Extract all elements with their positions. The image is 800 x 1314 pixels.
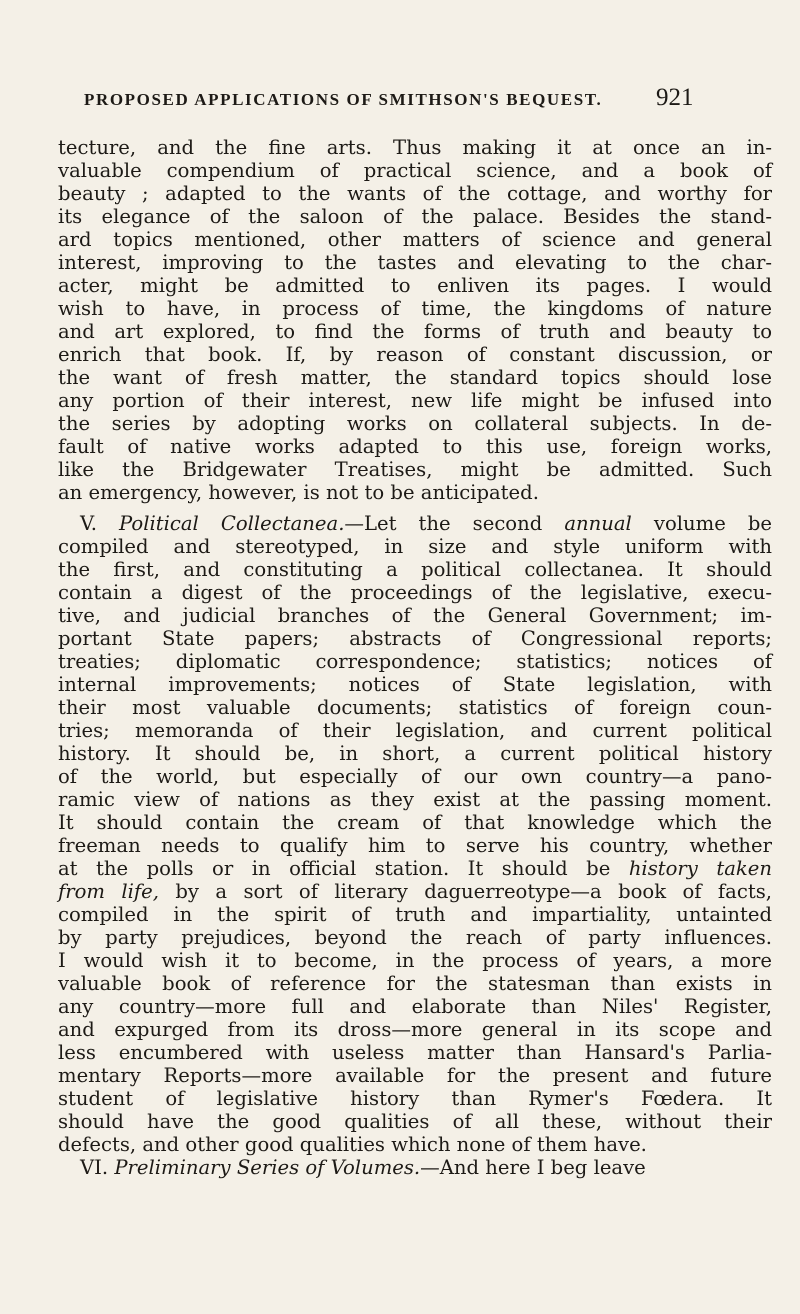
text-line: from life, by a sort of literary daguerreotype—a book of facts, (58, 880, 772, 903)
text-line: I would wish it to become, in the process of years, a more (58, 949, 772, 972)
text-line: its elegance of the saloon of the palace. Besides the stand- (58, 205, 772, 228)
text-line: internal improvements; notices of State legislation, with (58, 673, 772, 696)
text-line: ramic view of nations as they exist at the passing moment. (58, 788, 772, 811)
section-numeral: VI. (80, 1156, 109, 1179)
text-line: their most valuable documents; statistics of foreign coun- (58, 696, 772, 719)
text-line: history. It should be, in short, a current political history (58, 742, 772, 765)
text-line: ard topics mentioned, other matters of science and general (58, 228, 772, 251)
text-line: valuable book of reference for the statesman than exists in (58, 972, 772, 995)
text-line: acter, might be admitted to enliven its pages. I would (58, 274, 772, 297)
page-number: 921 (656, 84, 694, 111)
text-line: like the Bridgewater Treatises, might be admitted. Such (58, 458, 772, 481)
text-line: wish to have, in process of time, the kingdoms of nature (58, 297, 772, 320)
section-v-first-line: V. Political Collectanea.—Let the second annual volume be (80, 512, 772, 535)
body-text (58, 136, 772, 1179)
text-line: of the world, but especially of our own country—a pano- (58, 765, 772, 788)
text-line: defects, and other good qualities which none of them have. (58, 1133, 647, 1156)
text-line: the series by adopting works on collateral subjects. In de- (58, 412, 772, 435)
paragraph-continued (58, 136, 772, 504)
text-line: portant State papers; abstracts of Congressional reports; (58, 627, 772, 650)
paragraph-preliminary-series (58, 1156, 772, 1179)
text-line: tries; memoranda of their legislation, and current political (58, 719, 772, 742)
text-line: tive, and judicial branches of the General Government; im- (58, 604, 772, 627)
running-header (84, 84, 694, 111)
section-vi-first-line: VI. Preliminary Series of Volumes.—And here I beg leave (80, 1156, 646, 1179)
text-line: compiled in the spirit of truth and impartiality, untainted (58, 903, 772, 926)
text-line: and expurged from its dross—more general in its scope and (58, 1018, 772, 1041)
text-line: mentary Reports—more available for the present and future (58, 1064, 772, 1087)
text-line: and art explored, to find the forms of truth and beauty to (58, 320, 772, 343)
text-line: an emergency, however, is not to be anticipated. (58, 481, 539, 504)
text-line: tecture, and the fine arts. Thus making it at once an in- (58, 136, 772, 159)
section-heading: Preliminary Series of Volumes. (114, 1156, 421, 1179)
text-line: fault of native works adapted to this use, foreign works, (58, 435, 772, 458)
text-line: interest, improving to the tastes and elevating to the char- (58, 251, 772, 274)
text-line: less encumbered with useless matter than Hansard's Parlia- (58, 1041, 772, 1064)
text-line: beauty ; adapted to the wants of the cottage, and worthy for (58, 182, 772, 205)
text-line: contain a digest of the proceedings of the legislative, execu- (58, 581, 772, 604)
text-line: the first, and constituting a political collectanea. It should (58, 558, 772, 581)
text-line: the want of fresh matter, the standard topics should lose (58, 366, 772, 389)
text-line: valuable compendium of practical science, and a book of (58, 159, 772, 182)
text-line: treaties; diplomatic correspondence; statistics; notices of (58, 650, 772, 673)
text-line: any country—more full and elaborate than Niles' Register, (58, 995, 772, 1018)
running-title: PROPOSED APPLICATIONS OF SMITHSON'S BEQUEST. (84, 90, 603, 109)
text-line: any portion of their interest, new life might be infused into (58, 389, 772, 412)
italic-phrase: history taken (628, 857, 772, 880)
text-line: should have the good qualities of all these, without their (58, 1110, 772, 1133)
text-line: enrich that book. If, by reason of constant discussion, or (58, 343, 772, 366)
text-line: student of legislative history than Rymer's Fœdera. It (58, 1087, 772, 1110)
text-line: It should contain the cream of that knowledge which the (58, 811, 772, 834)
text-line: freeman needs to qualify him to serve his country, whether (58, 834, 772, 857)
text-line: at the polls or in official station. It should be history taken (58, 857, 772, 880)
section-numeral: V. (80, 512, 97, 535)
section-heading: Political Collectanea. (119, 512, 345, 535)
text-line: by party prejudices, beyond the reach of party influences. (58, 926, 772, 949)
text-line: compiled and stereotyped, in size and style uniform with (58, 535, 772, 558)
paragraph-political-collectanea (58, 512, 772, 1156)
